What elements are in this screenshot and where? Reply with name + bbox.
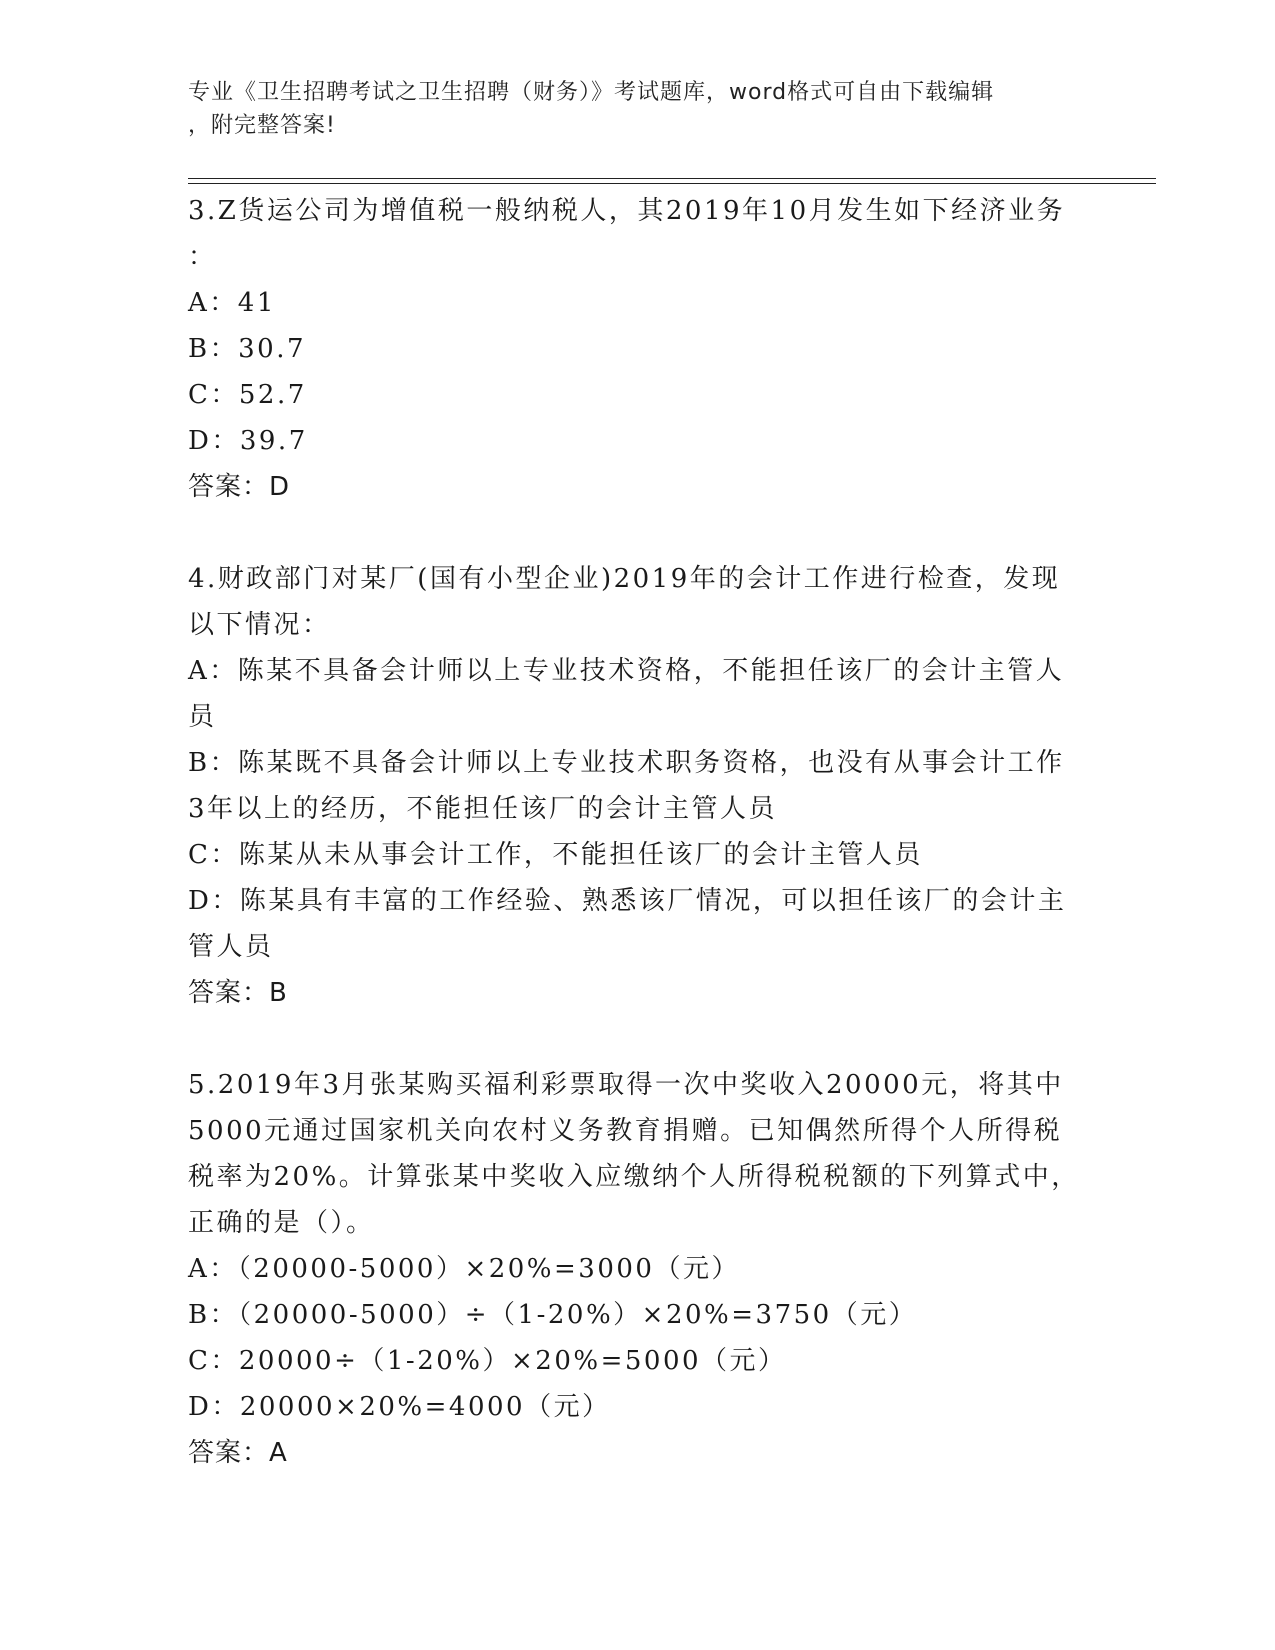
question-stem-line: 正确的是（）。 [188,1208,375,1238]
option-d: D：39.7 [188,426,308,456]
question-stem-line: 5000元通过国家机关向农村义务教育捐赠。已知偶然所得个人所得税 [188,1116,1063,1146]
option-c: C：52.7 [188,380,307,410]
option-a-continued: 员 [188,702,217,732]
option-a: A：（20000-5000）×20%=3000（元） [188,1254,740,1284]
option-c: C：20000÷（1-20%）×20%=5000（元） [188,1346,787,1376]
option-d-continued: 管人员 [188,932,274,962]
option-a: A：41 [188,288,276,318]
option-b: B：陈某既不具备会计师以上专业技术职务资格，也没有从事会计工作 [188,748,1065,778]
option-b-continued: 3年以上的经历，不能担任该厂的会计主管人员 [188,794,778,824]
answer-line: 答案：A [188,1438,288,1468]
option-d: D：陈某具有丰富的工作经验、熟悉该厂情况，可以担任该厂的会计主 [188,886,1067,916]
option-a: A：陈某不具备会计师以上专业技术资格，不能担任该厂的会计主管人 [188,656,1065,686]
question-3 [188,188,1088,510]
header-line-2: ，附完整答案! [188,113,336,138]
question-stem-line: 3.Z货运公司为增值税一般纳税人，其2019年10月发生如下经济业务 [188,196,1066,226]
question-stem-line: 5.2019年3月张某购买福利彩票取得一次中奖收入20000元，将其中 [188,1070,1064,1100]
question-stem-line: ： [188,242,217,272]
option-b: B：（20000-5000）÷（1-20%）×20%=3750（元） [188,1300,918,1330]
question-stem-line: 4.财政部门对某厂(国有小型企业)2019年的会计工作进行检查，发现 [188,564,1061,594]
header-rule-top [188,178,1156,179]
header-line-1: 专业《卫生招聘考试之卫生招聘（财务）》考试题库，word格式可自由下载编辑 [188,80,995,105]
question-list [188,188,1088,1522]
option-b: B：30.7 [188,334,306,364]
question-4 [188,556,1088,1016]
header-rule-bottom [188,183,1156,184]
question-5 [188,1062,1088,1476]
question-stem-line: 税率为20%。计算张某中奖收入应缴纳个人所得税税额的下列算式中， [188,1162,1080,1192]
document-header [188,76,1068,142]
answer-line: 答案：D [188,472,291,502]
option-c: C：陈某从未从事会计工作，不能担任该厂的会计主管人员 [188,840,923,870]
answer-line: 答案：B [188,978,288,1008]
option-d: D：20000×20%=4000（元） [188,1392,611,1422]
question-stem-line: 以下情况： [188,610,331,640]
